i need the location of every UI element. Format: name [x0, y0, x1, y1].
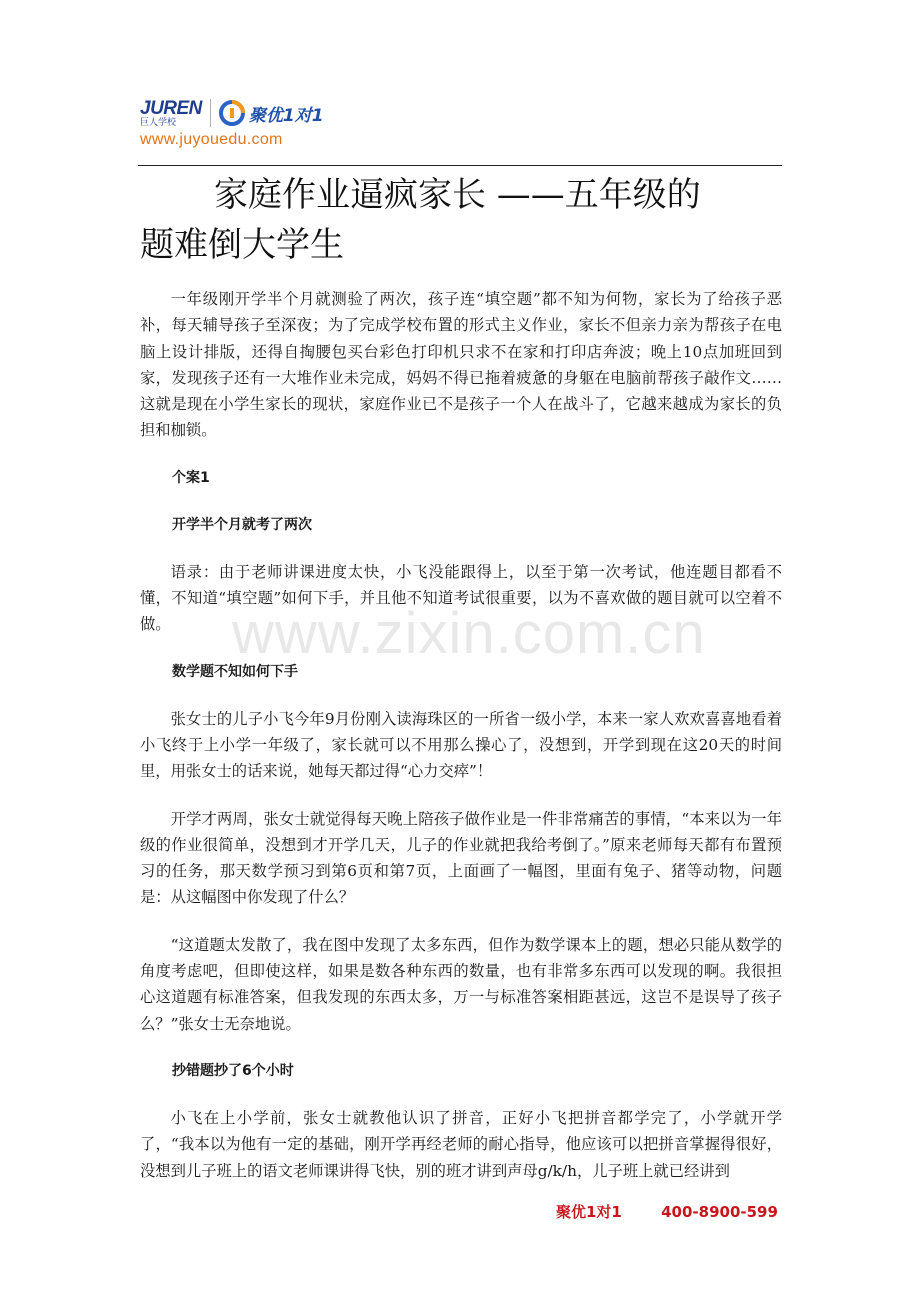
logo-row	[140, 96, 324, 130]
paragraph-5: 小飞在上小学前，张女士就教他认识了拼音，正好小飞把拼音都学完了，小学就开学了，“我本以为他有一定的基础，刚开学再经老师的耐心指导，他应该可以把拼音掌握得很好，没想到儿子班上的语文老师课讲得飞快，别的班才讲到声母g/k/h，儿子班上就已经讲到	[140, 1108, 782, 1180]
site-url[interactable]: www.juyouedu.com	[140, 131, 283, 148]
footer-phone: 400-8900-599	[661, 1203, 778, 1221]
page-header	[140, 96, 780, 166]
logo-divider	[210, 99, 211, 127]
case-label: 个案1	[172, 469, 210, 486]
paragraph-3: 开学才两周，张女士就觉得每天晚上陪孩子做作业是一件非常痛苦的事情，“本来以为一年级的作业很简单，没想到才开学几天，儿子的作业就把我给考倒了。”原来老师每天都有布置预习的任务，那天数学预习到第6页和第7页，上面画了一幅图，里面有兔子、猪等动物，问题是：从这幅图中你发现了什么？	[140, 809, 782, 907]
paragraph-2: 张女士的儿子小飞今年9月份刚入读海珠区的一所省一级小学，本来一家人欢欢喜喜地看着小飞终于上小学一年级了，家长就可以不用那么操心了，没想到，开学到现在这20天的时间里，用张女士的话来说，她每天都过得“心力交瘁”！	[140, 709, 782, 781]
section-heading-2: 数学题不知如何下手	[172, 663, 298, 680]
paragraph-4: “这道题太发散了，我在图中发现了太多东西，但作为数学课本上的题，想必只能从数学的角度考虑吧，但即使这样，如果是数各种东西的数量，也有非常多东西可以发现的啊。我很担心这道题有标准答案，但我发现的东西太多，万一与标准答案相距甚远，这岂不是误导了孩子么？”张女士无奈地说。	[140, 935, 782, 1033]
footer-brand: 聚优1对1	[556, 1203, 622, 1221]
intro-paragraph: 一年级刚开学半个月就测验了两次，孩子连“填空题”都不知为何物，家长为了给孩子恶补，每天辅导孩子至深夜；为了完成学校布置的形式主义作业，家长不但亲力亲为帮孩子在电脑上设计排版，还得自掏腰包买台彩色打印机只求不在家和打印店奔波；晚上10点加班回到家，发现孩子还有一大堆作业未完成，妈妈不得已拖着疲惫的身躯在电脑前帮孩子敲作文……这就是现在小学生家长的现状，家庭作业已不是孩子一个人在战斗了，它越来越成为家长的负担和枷锁。	[140, 290, 782, 440]
juren-logo-text: JUREN	[140, 97, 202, 119]
juyou-logo-icon	[219, 100, 245, 126]
juren-logo-subtext: 巨人学校	[140, 117, 177, 128]
juren-logo	[140, 99, 202, 128]
juyou-logo-text: 聚优1对1	[248, 105, 324, 126]
section-heading-1: 开学半个月就考了两次	[172, 516, 312, 533]
page-footer	[556, 1201, 778, 1222]
title-line-1: 家庭作业逼疯家长 ——五年级的	[214, 175, 701, 215]
header-divider	[138, 165, 782, 166]
article-body	[140, 286, 782, 1184]
article-title	[140, 170, 780, 270]
paragraph-1: 语录：由于老师讲课进度太快，小飞没能跟得上，以至于第一次考试，他连题目都看不懂，不知道“填空题”如何下手，并且他不知道考试很重要，以为不喜欢做的题目就可以空着不做。	[140, 562, 782, 634]
section-heading-3: 抄错题抄了6个小时	[172, 1062, 294, 1079]
title-line-2: 题难倒大学生	[140, 225, 344, 265]
watermark: www.zixin.com.cn	[232, 601, 706, 666]
